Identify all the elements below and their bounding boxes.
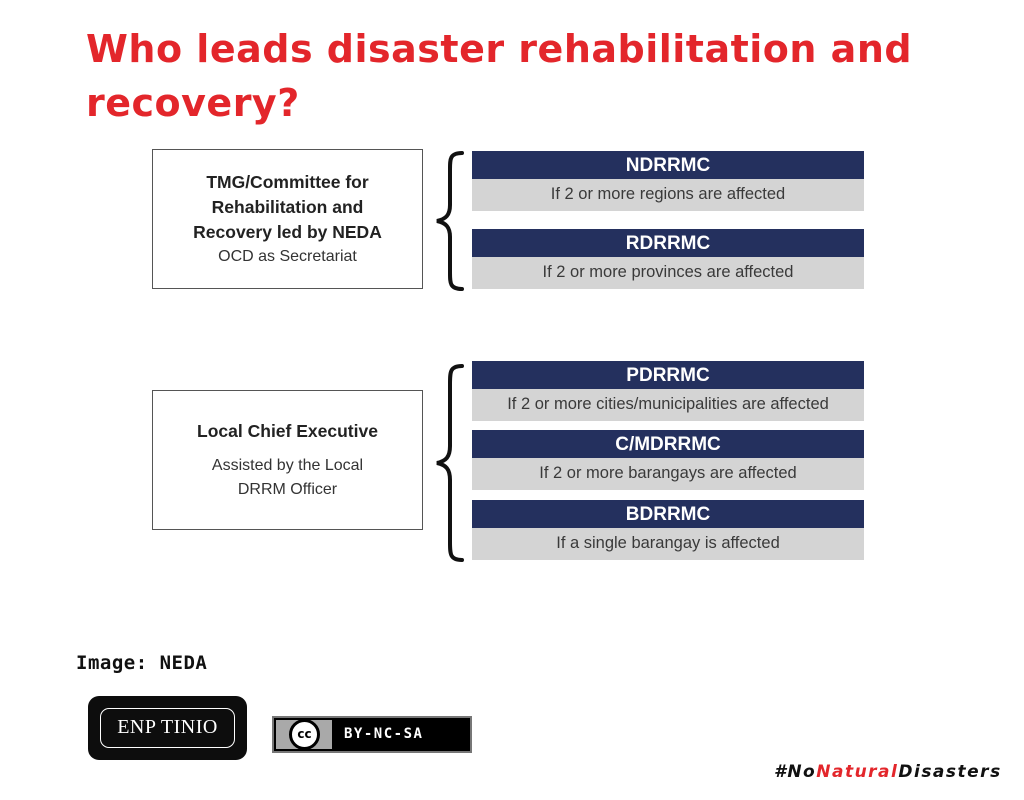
council-condition: If 2 or more provinces are affected <box>472 257 864 289</box>
council-name: PDRRMC <box>472 361 864 389</box>
leader-line: Rehabilitation and <box>211 196 364 217</box>
page-title: Who leads disaster rehabilitation and recovery? <box>86 27 913 125</box>
bottom-brace <box>432 362 468 564</box>
enp-tinio-badge <box>88 696 247 760</box>
council-name: BDRRMC <box>472 500 864 528</box>
hashtag-highlight: Natural <box>816 762 899 782</box>
cc-icon: cc <box>289 719 320 750</box>
national-leader-box <box>152 149 423 289</box>
council-condition: If 2 or more cities/municipalities are affected <box>472 389 864 421</box>
hashtag-suffix: Disasters <box>898 762 1002 782</box>
council-name: C/MDRRMC <box>472 430 864 458</box>
council-condition: If a single barangay is affected <box>472 528 864 560</box>
hashtag <box>774 762 1002 782</box>
council-name: RDRRMC <box>472 229 864 257</box>
council-ndrrmc <box>472 151 864 211</box>
hashtag-prefix: #No <box>774 762 817 782</box>
leader-subtitle: OCD as Secretariat <box>218 247 357 265</box>
image-credit: Image: NEDA <box>76 652 208 674</box>
leader-line: Recovery led by NEDA <box>193 221 382 242</box>
local-leader-box <box>152 390 423 530</box>
council-condition: If 2 or more barangays are affected <box>472 458 864 490</box>
badge-label: ENP TINIO <box>100 708 235 748</box>
cc-license-badge <box>272 716 472 753</box>
leader-subtitle: DRRM Officer <box>237 480 338 498</box>
council-pdrrmc <box>472 361 864 421</box>
council-name: NDRRMC <box>472 151 864 179</box>
leader-subtitle: Assisted by the Local <box>211 456 364 474</box>
leader-title: Local Chief Executive <box>197 420 378 441</box>
leader-line: TMG/Committee for <box>206 171 369 192</box>
top-brace <box>432 149 468 293</box>
license-label: BY-NC-SA <box>344 726 424 742</box>
council-bdrrmc <box>472 500 864 560</box>
council-rdrrmc <box>472 229 864 289</box>
council-condition: If 2 or more regions are affected <box>472 179 864 211</box>
council-cmdrrmc <box>472 430 864 490</box>
